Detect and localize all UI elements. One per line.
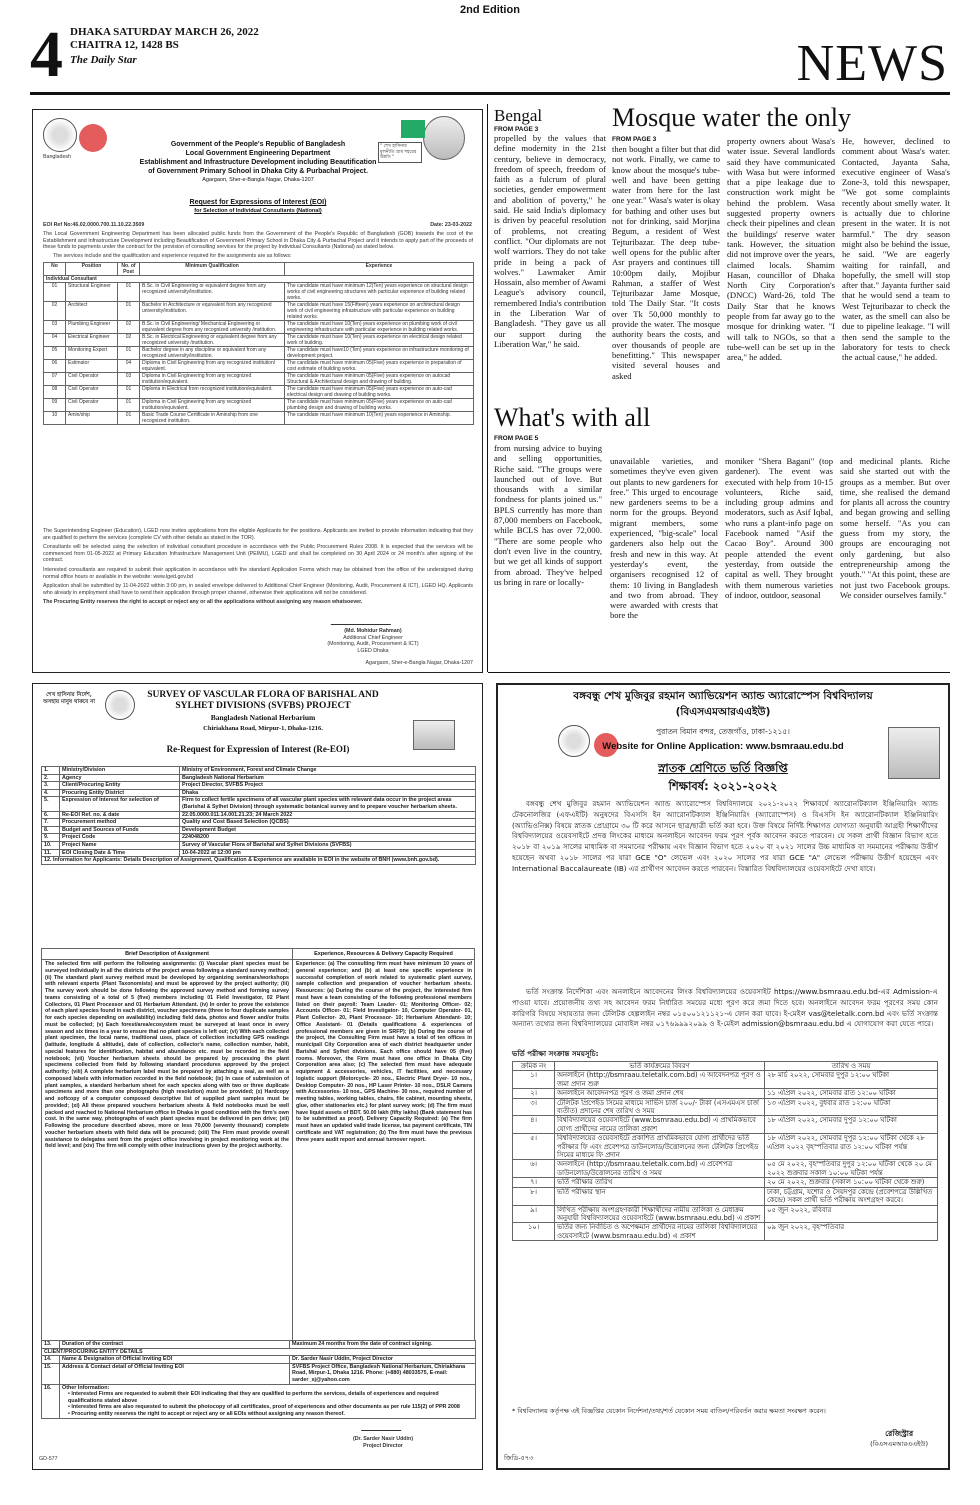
cell-no: 2.	[42, 774, 60, 782]
table-row	[42, 811, 476, 819]
cell-posts: 04	[118, 360, 140, 373]
page-number: 4	[30, 18, 63, 91]
table-row	[513, 1134, 938, 1160]
dateline-date: DHAKA SATURDAY MARCH 26, 2022	[70, 26, 259, 38]
svfbs-row-12-text: 12. Information for Applicants: Details Description of Assignment, Qualification & Experience are available in EOI in the website of BNH (www.bnh.gov.bd).	[42, 857, 476, 865]
cell-posts: 01	[118, 302, 140, 321]
row-15-value: SVFBS Project Office, Bangladesh National Herbarium, Chiriakhana Road, Mirpur-1, Dhaka 1216. Phone: (+880) 48033575, E-mail: sarder_sj@yahoo.com	[290, 1363, 476, 1384]
row-15-no: 15.	[42, 1363, 60, 1384]
entity-header: CLIENT/PROCURING ENTITY DETAILS	[42, 1348, 476, 1356]
bsmraau-title: বঙ্গবন্ধু শেখ মুজিবুর রহমান অ্যাভিয়েশন অ্যান্ড অ্যারোস্পেস বিশ্ববিদ্যালয়	[573, 690, 873, 702]
table-row	[42, 774, 476, 782]
cell-qualification: Diploma in Civil Engineering from any recognized institution/equivalent.	[140, 373, 285, 386]
bsmraau-website: Website for Online Application: www.bsmraau.edu.bd	[602, 741, 844, 752]
cell-activity: ভর্তি পরীক্ষার তারিখ	[555, 1178, 765, 1187]
newspaper-logo: The Daily Star	[70, 54, 137, 66]
svfbs-entity-table	[41, 1340, 476, 1419]
row-16-no: 16.	[42, 1384, 60, 1418]
table-row	[513, 1205, 938, 1223]
lged-signer-address: Agargaon, Sher-e-Bangla Nagar, Dhaka-1207	[365, 660, 473, 666]
cell-label: Expression of Interest for selection of	[60, 797, 180, 811]
cell-experience: The candidate must have 10(Ten) years experience on plumbing work of civil engineering infrastructure with particular experience in building related works.	[285, 321, 474, 334]
govt-seal-icon	[105, 690, 135, 720]
th-serial: ক্রমিক নং	[513, 1062, 555, 1071]
svfbs-row-15	[42, 1363, 476, 1384]
group-label: Individual Consultant	[44, 276, 474, 283]
table-row	[42, 789, 476, 797]
table-row	[42, 797, 476, 811]
cell-qualification: Diploma in Electrical from recognized institution/equivalent.	[140, 386, 285, 399]
cell-value: Firm to collect fertile specimens of all vascular plant species with relevant data occur in the project areas (Barishal & Sylhet Division) through systematic botanical survey and to prepare voucher herbarium sheets.	[180, 797, 476, 811]
brief-text: The selected firm will perform the following assignments: (i) Vascular plant species must be surveyed individually in all the districts of the project areas following a standard survey method; (ii) The standard plant survey method must be developed by organizing seminars/workshops with relevant experts (Plant Taxonomists) and must be approved by the project authority; (iii) The survey work should be done following the approved survey method and forming survey teams consisting of a total of 5 (five) members including 01 Field Investigator, 02 Plant Collectors, 01 Plant Processor and 01 Herbarium Attendant. (iv) In order to prove the existence of each plant species found in each district, voucher specimens (three to four duplicate samples for each species depending on availability) including field data, photos and flower and/or fruits must be collected; (v) Each forest/area/ecosystem must be surveyed at least once in every season and six times in a year to ensure that no plant species is left out; (vi) With each collected plant specimen, the local name, traditional uses, place of collection including GPS readings (latitude, longitude & altitude), date of collection, collector's name, collection number, habit, special features for identification, habitat and abundance etc. must be recorded in the field notebook; (vii) Voucher herbarium sheets should be prepared by processing the plant specimens collected from field by following standard procedures approved by the project authority; (viii) A complete herbarium label must be prepared by attaching a seal, as well as a composed labels with information recorded in the field notebook; (ix) In case of submission of plant samples, a standard herbarium sheet for each species along with two or three duplicate specimens and more than one photographs (high resolution) must be provided; (x) Hardcopy and softcopy of a computer composed descriptive list of supplied plant samples must be provided; (xi) All these prepared vouchers herbarium sheets & field notebooks must be well packed and reached to National Herbarium office in Dhaka in good condition with the firm's own cost. In the same way, photographs of each plant species must be delivered in pen drive; (xii) Following the procedure described above, more or less 70,000 (seventy thousand) complete voucher herbarium sheets with field data will be procured; (xiii) The Firm must provide overall assistance to delegates sent from the project office involving in project monitoring work at the field level; and (xiv) The firm will comply with other instructions given by the project authority.	[45, 961, 289, 1150]
lged-body-3: Interested consultants are required to submit their application in accordance with the standard Application Forms which may be obtained from the office of the undersigned during normal office hours or available in the website: www.lged.gov.bd	[43, 566, 473, 580]
bsmraau-notice: স্নাতক শ্রেণিতে ভর্তি বিজ্ঞপ্তি	[658, 761, 788, 775]
table-header-row	[44, 263, 474, 276]
row-16-item-text: Procuring entity reserves the right to accept or reject any or all EOIs without assigning any reason thereof.	[71, 1410, 345, 1417]
cell-qualification: Diploma in Civil Engineering from any recognized institution/equivalent.	[140, 399, 285, 412]
lged-signer-title: Additional Chief Engineer	[343, 634, 403, 641]
table-row	[42, 819, 476, 827]
bsmraau-note: * বিশ্ববিদ্যালয় কর্তৃপক্ষ এই বিজ্ঞপ্তির যেকোন নির্দেশনা/তথ্য/শর্ত যেকোন সময় বাতিল/পরিবর্তন করার ক্ষমতা সংরক্ষণ করেন।	[512, 1407, 826, 1415]
cell-date-time: ০৫ মে ২০২২, বৃহস্পতিবার দুপুর ১২:০০ ঘটিকা থেকে ২০ মে ২০২২ শুক্রবার সকাল ১০:০০ ঘটিকা পর্যন্ত	[765, 1160, 938, 1178]
cell-experience: The candidate must have minimum 10(Ten) years experience in Aminship.	[285, 412, 474, 425]
th-no: No	[44, 263, 66, 276]
svfbs-info-table	[41, 766, 476, 865]
cell-position: Structural Engineer	[66, 283, 118, 302]
logo-caption: Bangladesh	[43, 154, 71, 160]
bsmraau-schedule-label: ভর্তি পরীক্ষা সংক্রান্ত সময়সূচি:	[512, 1049, 599, 1058]
lged-services-line: The services include and the qualification and experience required for the assignments are as follows:	[53, 253, 292, 259]
lged-title-govt: Government of the People's Republic of Bangladesh	[170, 141, 346, 148]
lged-request-line-1: Request for Expressions of Interest (EOI)	[189, 199, 327, 206]
th-activity: ভর্তি কার্যক্রমের বিবরণ	[555, 1062, 765, 1071]
cell-serial: ৯।	[513, 1205, 555, 1223]
cell-date-time: ১১ এপ্রিল ২০২২, সোমবার রাত ১২:০০ ঘটিকা	[765, 1089, 938, 1098]
cell-value: Development Budget	[180, 826, 476, 834]
grid-divider	[292, 949, 293, 1342]
svfbs-address: Chiriakhana Road, Mirpur-1, Dhaka-1216.	[203, 725, 323, 732]
lged-body-4: Application shall be submitted by 11-04-2022 within 3:00 pm, in sealed envelope delivered to Additional Chief Engineer (Monitoring, Audit, Procurement & ICT), LGED HQ. Applicants who already in employment shall have to send their application through proper channel, otherwise their applications will not be considered.	[43, 583, 473, 596]
bengal-story	[494, 106, 606, 395]
cell-value: Quality and Cost Based Selection (QCBS)	[180, 819, 476, 827]
table-row	[44, 334, 474, 347]
cell-position: Estimator	[66, 360, 118, 373]
lged-body-5: The Procuring Entity reserves the right to accept or reject any or all the applications without assigning any reason whatsoever.	[43, 599, 363, 606]
mujib-year-badge-icon	[401, 120, 425, 138]
mosque-col-3: He, however, declined to comment about Wasa's water. Contacted, Jayanta Saha, executive engineer of Wasa's Zone-3, told this newspaper, "We got some complaints recently about smelly water. It is actually due to chlorine present in the water. It is not harmful." The dry season might also be behind the issue, he said. "We are eagerly waiting for rainfall, and hopefully, the smell will stop after that." Jayanta further said that he would send a team to West Tejturibazar to check the water, as the smell can also be due to pipeline leakage. "I will then send the sample to the laboratory for tests to check the actual cause," he added.	[842, 136, 950, 363]
table-row	[42, 834, 476, 842]
bsmraau-para-1: বঙ্গবন্ধু শেখ মুজিবুর রহমান অ্যাভিয়েশন অ্যান্ড অ্যারোস্পেস বিশ্ববিদ্যালয়ে ২০২১-২০২২ শিক্ষাবর্ষে অ্যারোনটিক্যাল ইঞ্জিনিয়ারিং অ্যান্ড টেকনোলজির (এফএইটি) অনুষদের বিএসসি ইন অ্যারোনটিক্যাল ইঞ্জিনিয়ারিং (অ্যারোস্পেস) ও বিএসসি ইন অ্যারোনটিক্যাল ইঞ্জিনিয়ারিং (অ্যাভিওনিক্স) বিষয়ে স্নাতক প্রোগ্রামে ৩০ টি করে আসনে ছাত্র/ছাত্রী ভর্তি করা হবে। উক্ত বিষয়ে নির্দিষ্ট শিক্ষাগত যোগ্যতা অনুযায়ী আগ্রহী শিক্ষার্থীদের বিশ্ববিদ্যালয়ের ওয়েবসাইটে প্রদত্ত লিংকের মাধ্যমে অনলাইনে আবেদন ফরম পূরণ পূর্বক আবেদন করতে পারবেন। যে সকল প্রার্থী বিজ্ঞান বিভাগ হতে ২০১৮ বা ২০১৯ সালের মাধ্যমিক বা সমমানের পরীক্ষায় এবং বিজ্ঞান বিভাগ হতে ২০২০ বা ২০২১ সালের উচ্চ মাধ্যমিক বা সমমানের পরীক্ষায় উত্তীর্ণ হয়েছেন অথবা ২০১৮ সালের পর যারা GCE "O" লেভেল এবং ২০২০ সালের পর যারা GCE "A" লেভেল পরীক্ষায় উত্তীর্ণ হয়েছেন এবং International Baccalaureate (IB) এর প্রার্থীগণ আবেদন করতে পারবেন। বিস্তারিত বিশ্ববিদ্যালয়ের ওয়েবসাইটে দেখা যাবে।	[512, 799, 938, 873]
svfbs-entity-header-row	[42, 1348, 476, 1356]
cell-label: Project Code	[60, 834, 180, 842]
mosque-col-2: property owners about Wasa's water issue. Several landlords said they have communicated with Wasa but were informed that a pipe leakage due to construction work might be behind the problem. Wasa suggested property owners check their pipelines and clean the buildings' reserve water tank. However, the situation did not improve over the years, claimed locals. Shamim Hasan, councillor of Dhaka North City Corporation's (DNCC) Ward-26, told The Daily Star that he knows people from far away go to the mosque for drinking water. "I will talk to NGOs, so that a tube-well can be set up in the area," he added.	[727, 136, 835, 363]
cell-label: Budget and Sources of Funds	[60, 826, 180, 834]
lged-body-1: The Superintending Engineer (Education), LGED now invites applications from the eligible Applicants for the positions. Applicants are invited to provide information indicating that they are qualified to perform the services (complete CV with other details as stated in the TOR).	[43, 528, 473, 541]
whats-headline: What's with all	[494, 403, 651, 432]
row-13-label: Duration of the contract	[60, 1341, 290, 1349]
bengal-headline: Bengal	[494, 106, 543, 125]
cell-label: EOI Closing Date & Time	[60, 849, 180, 857]
row-16-item: • Interested firms are also requested to submit the photocopy of all certificates, proof of experiences and other documents as per rule 115(2) of PPR 2008	[68, 1404, 460, 1411]
svfbs-slogan-2: অসহায় মানুষ থাকবে না	[43, 699, 95, 705]
cell-posts: 02	[118, 334, 140, 347]
svfbs-request: Re-Request for Expression of Interest (Re-EOI)	[166, 744, 350, 754]
lged-title-project-1: Establishment and Infrastructure Development including Beautification	[139, 159, 377, 166]
mosque-from: FROM PAGE 3	[612, 136, 657, 143]
cell-experience: The candidate must have minimum 05(Five) years experience on auto-cad plumbing design and drawing of building works.	[285, 399, 474, 412]
cell-serial: ১০।	[513, 1223, 555, 1241]
cell-serial: ১।	[513, 1071, 555, 1089]
cell-experience: The candidate must have minimum 05(Five) years experience in preparation of cost estimate of building works.	[285, 360, 474, 373]
cell-value: 22.05.0000.011.14.001.21.23; 24 March 2022	[180, 811, 476, 819]
column-rule	[487, 104, 488, 672]
lged-eoi-ad	[32, 109, 483, 673]
row-16-item: • Interested Firms are requested to submit their EOI indicating that they are qualified to perform the services, details of experiences and required qualifications stated above	[68, 1391, 439, 1404]
table-row	[42, 849, 476, 857]
mosque-headline: Mosque water the only	[612, 103, 852, 132]
cell-date-time: ০৫ জুন ২০২২, রবিবার	[765, 1205, 938, 1223]
cell-date-time: ২০ মে ২০২২, শুক্রবার (সকাল ১০:০০ ঘটিকা থেকে শুরু)	[765, 1178, 938, 1187]
table-row	[513, 1071, 938, 1089]
th-experience: Experience	[285, 263, 474, 276]
svfbs-row-13	[42, 1341, 476, 1349]
row-16-label: Other Information:	[62, 1384, 110, 1391]
masthead-rule	[30, 92, 950, 95]
table-row	[44, 360, 474, 373]
edition-label: 2nd Edition	[460, 4, 520, 16]
cell-date-time: ১৮ এপ্রিল ২০২২, সোমবার দুপুর ১২:০০ ঘটিকা থেকে ২৮ এপ্রিল ২০২২ বৃহস্পতিবার রাত ১২:০০ ঘটিকা পর্যন্ত	[765, 1134, 938, 1160]
section-title: NEWS	[796, 35, 948, 92]
lged-signer-org: LGED Dhaka	[357, 647, 389, 654]
table-header-row	[513, 1062, 938, 1071]
bengal-from: FROM PAGE 3	[494, 126, 539, 133]
cell-no: 7.	[42, 819, 60, 827]
lged-signer	[303, 628, 443, 654]
bsmraau-signer-org: (বিএসএমআরএএইউ)	[870, 1440, 928, 1448]
th-qualification: Minimum Qualification	[140, 263, 285, 276]
cell-value: 10-04-2022 at 12:00 pm	[180, 849, 476, 857]
table-row	[44, 347, 474, 360]
cell-no: 08	[44, 386, 66, 399]
row-14-no: 14.	[42, 1356, 60, 1364]
cell-no: 10	[44, 412, 66, 425]
svfbs-eoi-ad	[32, 683, 483, 1470]
table-row	[44, 386, 474, 399]
table-group-row	[44, 276, 474, 283]
cell-no: 3.	[42, 782, 60, 790]
lged-intro: The Local Government Engineering Department has been allocated public funds from the Government of the People's Republic of Bangladesh (GOB) towards the cost of the Establishment and Infrastructure Development including Beautification of Government Primary School in Dhaka City & Purbachal Project and it intends to apply part of the proceeds of these funds to payments under the contract for the provision of consulting services for the project by Individual Consultants (National) as stated below.	[43, 231, 473, 251]
cell-date-time: ঢাকা, চট্টগ্রাম, যশোর ও সৈয়দপুর কেন্দ্রে (প্রবেশপত্রে উল্লিখিত কেন্দ্রে) সকল প্রার্থী ভর্তি পরীক্ষায় অংশগ্রহণ করবে।	[765, 1187, 938, 1205]
whats-story	[494, 403, 950, 621]
cell-label: Ministry/Division	[60, 767, 180, 775]
cell-experience: The candidate must have10 (Ten) years experience on infrastructure monitoring of development project.	[285, 347, 474, 360]
svfbs-row-12	[42, 857, 476, 865]
bsmraau-address: পুরাতন বিমান বন্দর, তেজগাঁও, ঢাকা-১২১৫।	[656, 727, 790, 736]
cell-qualification: Basic Trade Course Certificate in Aminship from one recognized institution.	[140, 412, 285, 425]
cell-posts: 01	[118, 347, 140, 360]
lged-date: Date: 23-03-2022	[430, 222, 472, 228]
table-row	[42, 826, 476, 834]
bsmraau-acronym: (বিএসএমআরএএইউ)	[675, 706, 771, 718]
mosque-col-1: then bought a filter but that did not work. Finally, we came to know about the mosque's tube-well and have been getting water from here for the last one year." Wasa's water is okay for bathing and other uses but not for drinking, said Morjina Begum, a resident of West Tejturibazar. The deep tube-well opens for the public after Asr prayers and continues till 10:00pm daily, Mojibur Rahman, a staffer of West Tejturibazar Jame Mosque, told The Daily Star. "It costs over Tk 50,000 monthly to provide the water. The mosque authority bears the costs, and over thousands of people are benefitting." This newspaper visited several houses and asked	[612, 144, 720, 381]
cell-label: Re-EOI Ref. no. & date	[60, 811, 180, 819]
cell-position: Civil Operator	[66, 399, 118, 412]
lged-request-title	[93, 198, 423, 216]
cell-experience: The candidate must have 10(Ten) years experience on electrical design related work of building.	[285, 334, 474, 347]
th-position: Position	[66, 263, 118, 276]
lged-header	[93, 140, 423, 185]
svfbs-signer-title: Project Director	[363, 1442, 403, 1449]
lged-body	[43, 528, 473, 606]
dateline	[70, 26, 259, 52]
table-row	[513, 1223, 938, 1241]
cell-position: Monitoring Expert	[66, 347, 118, 360]
svfbs-row-16	[42, 1384, 476, 1418]
cell-no: 09	[44, 399, 66, 412]
table-row	[513, 1187, 938, 1205]
signature-icon	[361, 1420, 405, 1431]
table-row	[44, 373, 474, 386]
table-row	[44, 399, 474, 412]
svfbs-header	[133, 690, 393, 734]
bsmraau-session: শিক্ষাবর্ষ: ২০২১-২০২২	[668, 779, 778, 793]
cell-serial: ৫।	[513, 1134, 555, 1160]
table-row	[42, 767, 476, 775]
bsmraau-signer	[870, 1429, 928, 1449]
cell-value: Dhaka	[180, 789, 476, 797]
cell-activity: ভর্তির জন্য নির্বাচিত ও অপেক্ষমান প্রার্থীদের নামের তালিকা বিশ্ববিদ্যালয়ের ওয়েবসাইটে (www.bsmraau.edu.bd) এ প্রকাশ	[555, 1223, 765, 1241]
cell-qualification: B.Sc. in Electrical Engineering or equivalent degree from any recognized university /institution.	[140, 334, 285, 347]
th-date-time: তারিখ ও সময়	[765, 1062, 938, 1071]
lged-signer-unit: (Monitoring, Audit, Procurement & ICT)	[327, 641, 419, 648]
cell-activity: বিশ্ববিদ্যালয়ের ওয়েবসাইটে (www.bsmraau.edu.bd) এ প্রাথমিকভাবে যোগ্য প্রার্থীদের নামের তালিকা প্রকাশ	[555, 1116, 765, 1134]
cell-value: Bangladesh National Herbarium	[180, 774, 476, 782]
lged-ref: EOI Ref No:46.02.0000.700.11.10.22.3509	[43, 222, 145, 228]
cell-serial: ৩।	[513, 1098, 555, 1116]
lged-table-body	[44, 283, 474, 425]
table-row	[513, 1178, 938, 1187]
cell-activity: টেলিটক প্রিপেইড সিমের মাধ্যমে সার্ভিস চার্জ ২০০/- টাকা (এসএমএস চার্জ ব্যতীত) প্রদানের শেষ তারিখ ও সময়	[555, 1098, 765, 1116]
cell-value: Survey of Vascular Flora of Barishal and Sylhet Divisions (SVFBS)	[180, 841, 476, 849]
cell-activity: বিশ্ববিদ্যালয়ের ওয়েবসাইটে প্রকাশিত প্রাথমিকভাবে যোগ্য প্রার্থীদের ভর্তি পরীক্ষার ফি এবং প্রবেশপত্র ডাউনলোড/উত্তোলনের জন্য টেলিটক প্রিপেইড সিমের মাধ্যমে ফি প্রদান	[555, 1134, 765, 1160]
lged-address: Agargaon, Sher-e-Bangla Nagar, Dhaka-1207	[202, 177, 314, 183]
bengal-text: propelled by the values that define modernity in the 21st century, believe in democracy, freedom of speech, freedom of faith as a fulcrum of plural societies, gender empowerment and abolition of poverty," he said. He said India's diplomacy is driven by peaceful resolution of problems, not creating conflict. "Our diplomats are not wolf warriors. They do not take pride in being a pack of wolves." Lawmaker Amir Hossain, also member of Awami League's advisory council, remembered India's contribution in the Liberation War of Bangladesh. "They gave us all our support during the Liberation War," he said.	[494, 133, 606, 349]
whats-col-1: from nursing advice to buying and selling opportunities, Riche said. "The groups were launched out of love. But thousands with a similar fondness for plants joined us." BPLS currently has more than 87,000 members on Facebook, while BCLS has over 72,000. "There are some people who don't even live in the country, but we get all kinds of support from abroad. They've helped us bring in rare or locally-	[494, 443, 602, 587]
cell-value: 224048200	[180, 834, 476, 842]
cell-label: Project Name	[60, 841, 180, 849]
svfbs-signer-name: (Dr. Sarder Nasir Uddin)	[352, 1436, 414, 1442]
svfbs-title-1: SURVEY OF VASCULAR FLORA OF BARISHAL AND	[147, 690, 379, 700]
row-14-label: Name & Designation of Official Inviting EOI	[60, 1356, 290, 1364]
experience-text: Experience: (a) The consulting firm must have minimum 10 years of general experience; and (b) at least one specific experience in successful completion of work related to systematic plant survey, sample collection and preparation of voucher herbarium sheets. Resources: (a) During the course of the project, the interested firm must have a team consisting of the following professional members listed on their payroll: Team Leader- 01; Monitoring Officer- 02; Accounts Officer- 01; Field Investigator- 10, Computer Operator- 01, Plant Collector- 20, Plant Processor- 10; Herbarium Attendant- 10; Office Assistant- 01 (Details qualifications & experiences of professional members are given in SRFP); (b) During the course of the project, the Consulting Firm must have a total of ten offices in municipal/ City Corporation area of each district headquarter under Barishal and Sylhet divisions. Each office should have 05 (five) rooms. Moreover, the Firm must have one office in Dhaka City Corporation area also; (c) The selected firm must have adequate equipment & accessories, vehicles, IT facilities, and necessary logistic support (Motorcycle- 20 nos., Electric Plant Dryer- 10 nos., Desktop Computer- 20 nos., HP Laser Printer- 10 nos., DSLR Camera with Accessories- 10 nos., GPS Machine- 30 nos., required number of meeting tables, working tables, chairs, file cabinet, mounting sheets, glue, other stationaries etc.) for plant survey work; (d) The firm must have liquid assets of BDT. 50.00 lakh (fifty lakhs) (Bank statement has to be submitted as proof). Delivery Capacity Required: (a) The firm must have an updated valid trade license, tax payment certificate, TIN certificate and VAT registration; (b) The firm must have the previous three years audit report and annual turnover report.	[296, 961, 472, 1143]
table-row	[513, 1098, 938, 1116]
cell-no: 06	[44, 360, 66, 373]
row-13-value: Maximum 24 months from the date of contract signing.	[290, 1341, 476, 1349]
table-row	[42, 841, 476, 849]
svfbs-table-body	[42, 767, 476, 857]
cell-serial: ৬।	[513, 1160, 555, 1178]
cell-experience: The candidate must have minimum 05(Five) years experience on autocad Structural & Architectural design and drawing of building.	[285, 373, 474, 386]
table-row	[513, 1160, 938, 1178]
bsmraau-para-2: ভর্তি সংক্রান্ত নির্দেশিকা এবং অনলাইনে আবেদনের লিংক বিশ্ববিদ্যালয়ের ওয়েবসাইট https://www.bsmraau.edu.bd-এর Admission-এ পাওয়া যাবে। প্রয়োজনীয় তথ্য সহ আবেদন ফরম নির্ধারিত সময়ের মধ্যে পূরণ করে জমা দিতে হবে। অনলাইনে আবেদন ফরম পূরণের সময় কোন কারিগরি বিষয়ে সহায়তার জন্য টেলিটক হেল্পলাইন নম্বর ০১৫০০১২১১২১-এ ফোন করা যাবে। ই-মেইল vas@teletalk.com.bd এবং ভর্তি সংক্রান্ত অন্যান্য তথ্যের জন্য বিশ্ববিদ্যালয়ের মোবাইল নম্বর ০১৭৬৯৯৯২০৯৯ ও ই-মেইল admission@bsmraau.edu.bd এ যোগাযোগ করা যেতে পারে।	[512, 987, 938, 1029]
cell-no: 6.	[42, 811, 60, 819]
cell-label: Procuring Entity District	[60, 789, 180, 797]
table-row	[44, 412, 474, 425]
cell-no: 05	[44, 347, 66, 360]
cell-no: 10.	[42, 841, 60, 849]
cell-serial: ২।	[513, 1089, 555, 1098]
lged-request-line-2: for Selection of Individual Consultants (National)	[194, 208, 322, 214]
bsmraau-schedule-table	[512, 1061, 938, 1241]
lged-positions-table	[43, 262, 474, 425]
cell-no: 8.	[42, 826, 60, 834]
cell-no: 02	[44, 302, 66, 321]
svfbs-slogan	[39, 692, 99, 706]
cell-experience: The candidate must have 15(Fifteen) years experience on architectural design work of civil engineering infrastructure with particular experience on building related works.	[285, 302, 474, 321]
cell-serial: ৮।	[513, 1187, 555, 1205]
slogan-box: " শেখ হাসিনার মূলনীতি গ্রাম শহরের উন্নতি "	[378, 142, 422, 163]
cell-position: Architect	[66, 302, 118, 321]
svfbs-signer	[323, 1436, 443, 1449]
whats-col-3: moniker "Shera Bagani" (top gardener). The event was executed with help from 10-15 volunteers, Riche said, including group admins and moderators, such as Asif Iqbal, who runs a plant-info page on Facebook named "Asif the Cacao Boy". Around 300 people attended the event yesterday, from outside the capital as well. They brought with them numerous varieties of indoor, outdoor, seasonal	[725, 456, 833, 600]
table-row	[44, 302, 474, 321]
table-row	[513, 1116, 938, 1134]
row-16-item-text: Interested firms are also requested to submit the photocopy of all certificates, proof of experiences and other documents as per rule 115(2) of PPR 2008	[71, 1404, 460, 1411]
cell-no: 03	[44, 321, 66, 334]
cell-posts: 01	[118, 412, 140, 425]
cell-no: 1.	[42, 767, 60, 775]
lged-title-dept: Local Government Engineering Department	[185, 150, 331, 157]
bsmraau-admission-ad	[496, 683, 950, 1470]
bsmraau-table-body	[513, 1071, 938, 1241]
govt-seal-icon	[43, 118, 77, 152]
lged-signer-name: (Md. Mohidur Rahman)	[344, 628, 402, 634]
cell-no: 07	[44, 373, 66, 386]
cell-no: 04	[44, 334, 66, 347]
cell-date-time: ০৯ জুন ২০২২, বৃহস্পতিবার	[765, 1223, 938, 1241]
cell-activity: অনলাইনে আবেদনপত্র পূরণ ও জমা প্রদান শেষ	[555, 1089, 765, 1098]
cell-qualification: B.Sc. in Civil Engineering/ Mechanical Engineering or equivalent degree from any recognized university /institution.	[140, 321, 285, 334]
cell-posts: 02	[118, 321, 140, 334]
cell-posts: 01	[118, 283, 140, 302]
cell-no: 5.	[42, 797, 60, 811]
cell-position: Civil Operator	[66, 373, 118, 386]
cell-no: 4.	[42, 789, 60, 797]
portrait-photo	[423, 116, 465, 160]
cell-label: Client/Procuring Entity	[60, 782, 180, 790]
cell-qualification: Bachelor degree in any discipline or equivalent from any recognized university/institution.	[140, 347, 285, 360]
cell-position: Amin/ship	[66, 412, 118, 425]
whats-col-4: and medicinal plants. Riche said she started out with the groups as a member. But over time, she realised the demand for plants all across the country and began growing and selling some herself. "As you can guess from my story, the groups are encouraging not only gardening, but also entrepreneurship among the youth." "At this point, these are not just two Facebook groups. We consider ourselves family."	[840, 456, 950, 600]
cell-position: Electrical Engineer	[66, 334, 118, 347]
row-15-label: Address & Contact detail of Official Inviting EOI	[60, 1363, 290, 1384]
whats-col-2: unavailable varieties, and sometimes they've even given out plants to new gardeners for free." This urged to encourage new gardeners seems to be a norm for the groups. Beyond migrant members, some experienced, "big-scale" local gardeners also help out the fresh and new in this way. At yesterday's event, the organisers recognised 12 of them: 10 living in Bangladesh and two from abroad. They were awarded with crests that bore the	[610, 456, 718, 621]
cell-qualification: Diploma in Civil Engineering from any recognized institution/ equivalent.	[140, 360, 285, 373]
table-row	[42, 782, 476, 790]
svfbs-title-2: SYLHET DIVISIONS (SVFBS) PROJECT	[175, 701, 351, 711]
row-16-item-text: Interested Firms are requested to submit their EOI indicating that they are qualified to perform the services, details of experiences and required qualifications stated above	[68, 1391, 439, 1404]
cell-date-time: ১৮ এপ্রিল ২০২২, সোমবার দুপুর ১২:০০ ঘটিকা	[765, 1116, 938, 1134]
row-16-content	[60, 1384, 476, 1418]
svfbs-footer-code: GD-577	[39, 1456, 58, 1462]
cell-activity: অনলাইনে (http://bsmraau.teletalk.com.bd) এ প্রবেশপত্র ডাউনলোড/উত্তোলনের তারিখ ও সময়	[555, 1160, 765, 1178]
cell-activity: অনলাইনে (http://bsmraau.teletalk.com.bd) এ আবেদনপত্র পূরণ ও জমা প্রদান শুরু	[555, 1071, 765, 1089]
cell-experience: The candidate must have minimum 05(Five) years experience on auto-cad electrical design and drawing of building works.	[285, 386, 474, 399]
cell-label: Procurement method	[60, 819, 180, 827]
row-13-no: 13.	[42, 1341, 60, 1349]
table-row	[513, 1089, 938, 1098]
cell-position: Plumbing Engineer	[66, 321, 118, 334]
row-16-item: • Procuring entity reserves the right to accept or reject any or all EOIs without assigning any reason thereof.	[68, 1410, 345, 1417]
cell-posts: 03	[118, 373, 140, 386]
svfbs-row-14	[42, 1356, 476, 1364]
cell-position: Civil Operator	[66, 386, 118, 399]
section-rule	[488, 672, 950, 673]
lged-title-project-2: of Government Primary School in Dhaka City & Purbachal Project.	[148, 168, 368, 175]
cell-value: Project Director, SVFBS Project	[180, 782, 476, 790]
cell-posts: 01	[118, 399, 140, 412]
lged-body-2: Consultants will be selected using the selection of individual consultant procedure in accordance with the Public Procurement Rules 2008. It is expected that the services will be commenced from 01-05-2022 at Primary Education Infrastructure Management Unit (PEIMU), LGED and shall be completed on 30 April 2024 or 24 month's after signing of the contract.	[43, 544, 473, 564]
table-row	[44, 283, 474, 302]
cell-posts: 01	[118, 386, 140, 399]
bsmraau-footer-code: জিডি-৫৭৩	[504, 1454, 534, 1462]
svfbs-org: Bangladesh National Herbarium	[210, 713, 316, 722]
cell-experience: The candidate must have minimum 12(Ten) years experience on structural design works of civil engineering structures with particular experience of building related works.	[285, 283, 474, 302]
table-row	[44, 321, 474, 334]
cell-label: Agency	[60, 774, 180, 782]
cell-value: Ministry of Environment, Forest and Climate Change	[180, 767, 476, 775]
mosque-story	[612, 103, 950, 381]
dateline-bengali-date: CHAITRA 12, 1428 BS	[70, 39, 179, 51]
cell-serial: ৭।	[513, 1178, 555, 1187]
experience-header: Experience, Resources & Delivery Capacity Required	[292, 949, 475, 960]
cell-qualification: B.Sc. in Civil Engineering or equivalent degree from any recognized university/institution.	[140, 283, 285, 302]
row-14-value: Dr. Sarder Nasir Uddin, Project Director	[290, 1356, 476, 1364]
cell-activity: লিখিত পরীক্ষায় অংশগ্রহণকারী শিক্ষার্থীদের নামীয় তালিকা ও মেধাক্রম অনুযায়ী বিশ্ববিদ্যালয়ের ওয়েবসাইটে (www.bsmraau.edu.bd) এ প্রকাশ	[555, 1205, 765, 1223]
cell-no: 01	[44, 283, 66, 302]
svfbs-slogan-1: শেখ হাসিনার নির্দেশ,	[46, 692, 92, 698]
whats-from: FROM PAGE 5	[494, 435, 539, 442]
brief-header: Brief Description of Assignment	[42, 949, 293, 960]
signature-icon	[331, 612, 396, 625]
cell-date-time: ২৮ মার্চ ২০২২, সোমবার দুপুর ১২:০০ ঘটিকা	[765, 1071, 938, 1089]
svfbs-description-grid	[41, 948, 475, 1341]
cell-serial: ৪।	[513, 1116, 555, 1134]
cell-activity: ভর্তি পরীক্ষার স্থান	[555, 1187, 765, 1205]
bsmraau-signer-title: রেজিস্ট্রার	[885, 1429, 914, 1438]
cell-no: 9.	[42, 834, 60, 842]
cell-date-time: ১৩ এপ্রিল ২০২২, বুধবার রাত ১২:০০ ঘটিকা	[765, 1098, 938, 1116]
th-no-post: No. of Post	[118, 263, 140, 276]
cell-qualification: Bachelor in Architecture or equivalent from any recognized university/institution.	[140, 302, 285, 321]
cell-no: 11.	[42, 849, 60, 857]
